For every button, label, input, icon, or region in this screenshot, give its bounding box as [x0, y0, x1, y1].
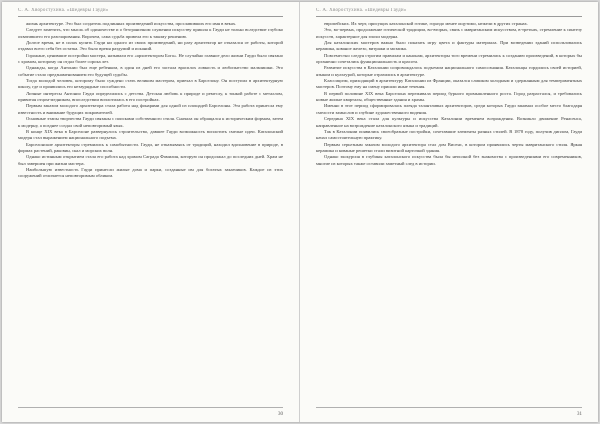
paragraph: Середина XIX века стала для культуры и искусства Каталонии временем возрождения. Возникло движение Ренасенса, направленное на возрождение каталонского языка и традиций.	[316, 116, 582, 128]
paragraph: Тогда молодой человек, которому было суждено стать великим мастером, приехал в Барселону. Он поступил в архитектурную школу, где и проявились его незаурядные способности.	[18, 78, 283, 90]
footer-rule	[316, 407, 582, 408]
paragraph: Так в Каталонии появились своеобразные постройки, сочетавшие элементы разных стилей. В 1878 году, получив диплом, Гауди начал самостоятельную практику.	[316, 128, 582, 141]
running-head: С. А. Хворостухина. «Шедевры Гауди»	[316, 8, 407, 13]
paragraph: В конце XIX века в Барселоне развернулось строительство, давшее Гауди возможность воплотить смелые идеи. Каталонский модерн стал выражением национального подъема.	[18, 128, 283, 141]
paragraph: В первой половине XIX века Барселона переживала период бурного промышленного роста. Город разрастался, и требовались новые жилые кварталы, общественные здания и храмы.	[316, 90, 582, 103]
paragraph: Основные этапы творчества Гауди связаны с поисками собственного стиля. Сначала он обращался к историческим формам, затем к модерну, а позднее создал свой неповторимый язык.	[18, 116, 283, 128]
header-rule	[316, 16, 582, 17]
paragraph: Для каталонских мастеров важно было показать игру цвета и фактуры материала. При возведении зданий использовались керамика, кованое железо, витражи и мозаика.	[316, 40, 582, 52]
paragraph: Развитие искусства в Каталонии сопровождалось подъемом национального самосознания. Каталонцы гордились своей историей, языком и культурой, которые отразились в архитектуре.	[316, 65, 582, 77]
page-number: 31	[577, 412, 582, 417]
running-head: С. А. Хворостухина. «Шедевры Гауди»	[18, 8, 109, 13]
paragraph: Классицизм, приходящий в архитектуру Каталонии из Франции, оказался слишком холодным и сдержанным для темпераментных мастеров. Поэтому ему на смену пришли иные течения.	[316, 78, 582, 90]
paragraph: европейских. Их черт, присущих каталонской готике, гораздо менее ощутимо, нежели в других странах.	[324, 21, 529, 26]
body-text	[18, 21, 283, 402]
paragraph: Горожане, ценившие постройки мастера, называли его «архитектором Бога». Не случайно главное дело жизни Гауди было связано с храмом, которому он отдал более сорока лет.	[18, 52, 283, 65]
page-number: 30	[278, 412, 283, 417]
paragraph: Повсеместно следуя строгим правилам и канонам, архитекторы того времени стремились к созданию произведений, в которых бы органично сочетались функциональность и красота.	[316, 52, 582, 65]
paragraph: жизнь архитектуре. Это был создатель подлинных произведений искусства, прославивших его имя в веках.	[26, 21, 237, 26]
paragraph: Личные интересы Антонио Гауди определились с детства. Детская любовь к природе и ремеслу, к тонкой работе с металлом, привитая отцом-медником, впоследствии воплотилась в его постройках.	[18, 90, 283, 103]
footer-rule	[18, 407, 283, 408]
paragraph: Именно в этот период сформировалась плеяда талантливых архитекторов, среди которых Гауди занимал особое место благодаря смелости замыслов и глубине художественного видения.	[316, 103, 582, 115]
paragraph: Барселонские архитекторы стремились к самобытности. Гауди, не отказываясь от традиций, находил вдохновение в природе, в формах растений, раковин, скал и морских волн.	[18, 141, 283, 153]
paragraph: Это, во-первых, продолжение готической традиции, во-вторых, связь с мавританским искусством, в-третьих, стремление к синтезу искусств, характерное для эпохи модерна.	[316, 27, 582, 39]
paragraph: Однако экскурсия в глубины каталонского искусства была бы неполной без знакомства с произведениями его современников, многие из которых также оставили заметный след в истории.	[316, 154, 582, 166]
paragraph: Долгое время, не в силах купить Гауди ни одного из своих произведений, ни разу архитектор не отказался от работы, которой отдавал всего себя без остатка. Это было время раздумий и исканий.	[18, 40, 283, 52]
paragraph: Первым серьезным заказом молодого архитектора стал дом Висенс, в котором проявились черты мавританского стиля. Яркая керамика и кованые решетки стали визитной карточкой здания.	[316, 141, 582, 153]
paragraph: Однажды, когда Антонио был еще ребенком, в один из дней его застала врасплох ловкость и любопытство мальчишки. Это событие стало предзнаменованием его будущей судьбы.	[18, 65, 283, 77]
paragraph: Первым заказом молодого архитектора стала работа над фонарями для одной из площадей Барселоны. Эта работа принесла ему известность и внимание будущих покровителей.	[18, 103, 283, 115]
right-page	[300, 2, 598, 422]
paragraph: Следует заметить, что мысль об одиночестве и о безграничном служении искусству пришла к Гауди не только вследствие глубоко охватившего его разочарования. Впрочем, сама судьба привела его к такому решению.	[18, 27, 283, 39]
paragraph: Наибольшую известность Гауди принесли жилые дома и парки, созданные им для богатых заказчиков. Каждое из этих сооружений отличается неповторимым обликом.	[18, 166, 283, 179]
book-spread	[2, 2, 598, 422]
header-rule	[18, 16, 283, 17]
left-page	[2, 2, 300, 422]
paragraph: Однако истинным открытием стала его работа над храмом Саграда Фамилия, которую он продолжал до последних дней. Храм не был завершен при жизни мастера.	[18, 154, 283, 166]
body-text	[316, 21, 582, 402]
